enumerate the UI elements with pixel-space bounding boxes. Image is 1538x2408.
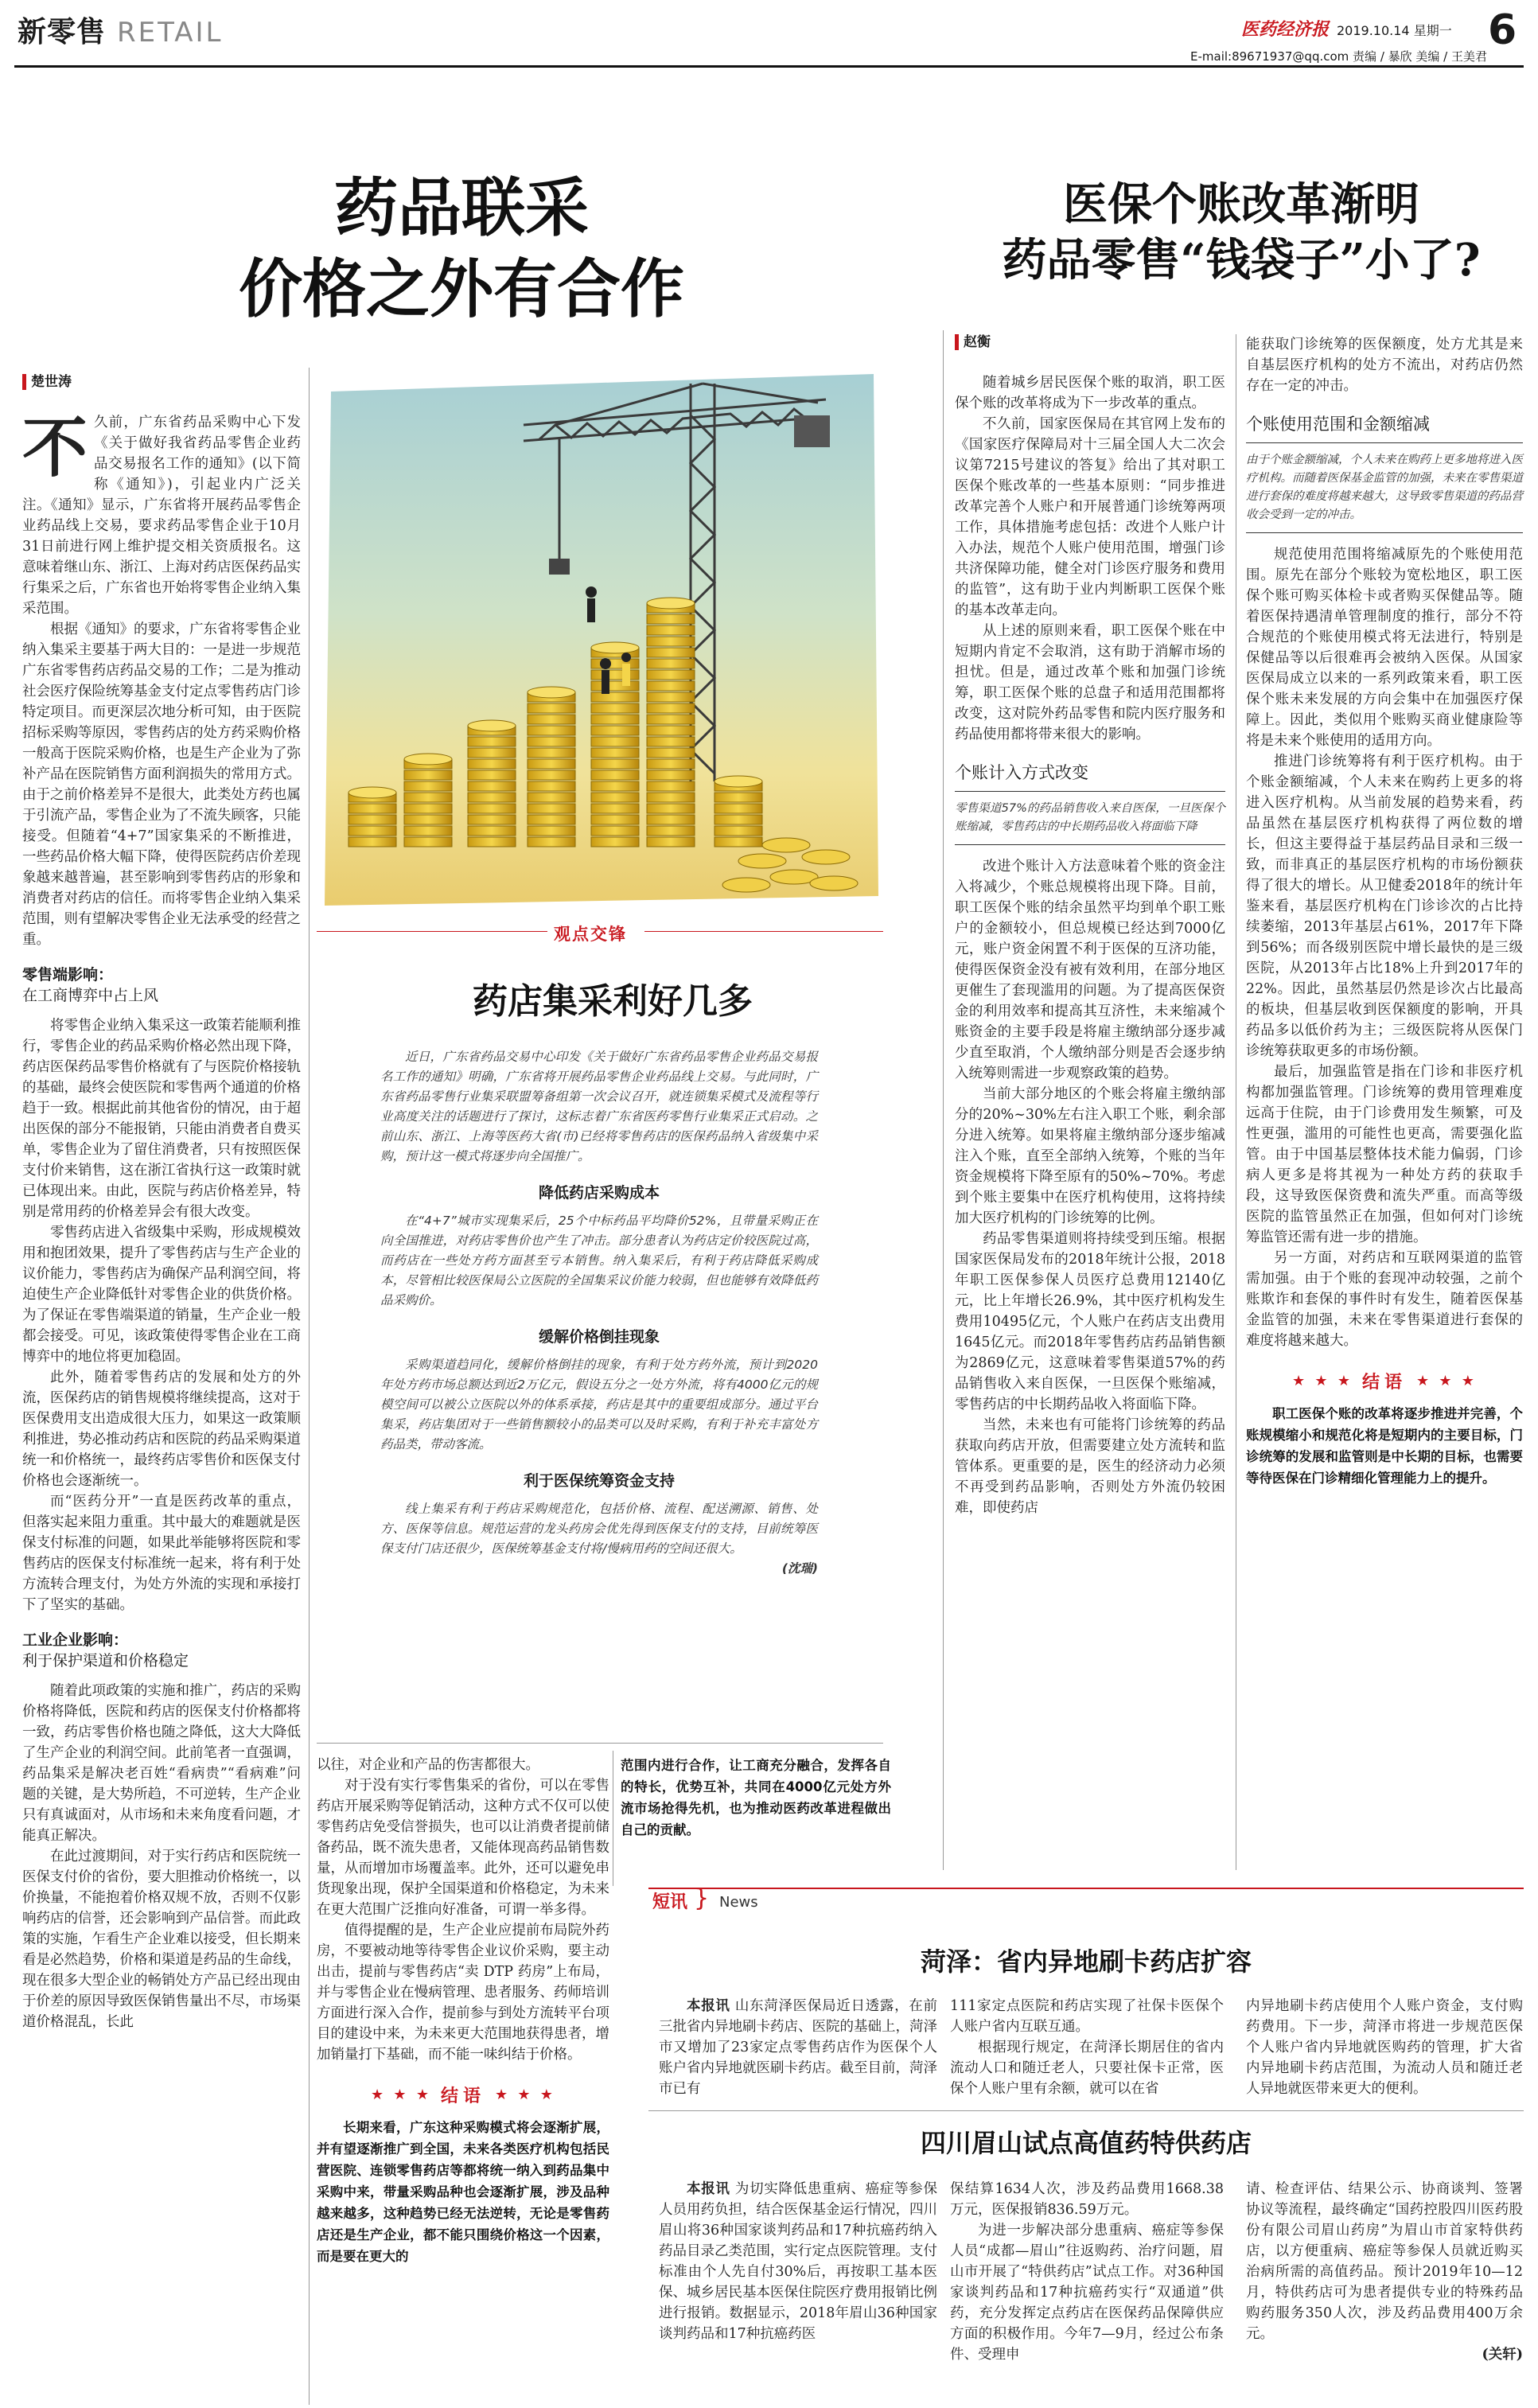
right-h1-rule <box>955 791 1225 792</box>
news1-col2a: 111家定点医院和药店实现了社保卡医保个人账户省内互联互通。 <box>950 1998 1224 2035</box>
viewpoint-h3: 利于医保统筹资金支持 <box>523 1472 675 1490</box>
coin <box>528 826 575 836</box>
left-summary-heading <box>317 2083 609 2107</box>
right-h2: 个账使用范围和金额缩减 <box>1246 415 1430 434</box>
left-author: 楚世涛 <box>22 374 72 390</box>
coin <box>528 726 575 735</box>
left-sec1-p4: 而“医药分开”一直是医药改革的重点，但落实起来阻力重重。其中最大的难题就是医保支付标准的问题，如果此举能够将医院和零售药店的医保支付标准统一起来，将有利于处方流转合理支付，为处方外流的实现和承接打下了坚实的基础。 <box>22 1494 301 1613</box>
right-p4: 改进个账计入方法意味着个账的资金注入将减少，个账总规模将出现下降。目前，职工医保个账的结余虽然平均到单个职工账户的金额较小，但总规模已经达到7000亿元，账户资金闲置不利于医保的互济功能，使得医保资金没有被有效利用，在部分地区更催生了套现滥用的问题。为了提高医保资金的利用效率和提高其互济性，未来缩减个账资金的主要手段是将雇主缴纳部分逐步减少直至取消，个人缴纳部分则是否会逐步纳入统筹则需进一步观察政策的趋势。 <box>955 859 1225 1081</box>
news1-title: 菏泽：省内异地刷卡药店扩容 <box>920 1946 1252 1977</box>
news2-col1-text: 为切实降低患重病、癌症等参保人员用药负担，结合医保基金运行情况，四川眉山将36种国家谈判药品和17种抗癌药纳入药品目录乙类范围，实行定点医院管理。支付标准由个人先自付30%后，再按职工基本医保、城乡居民基本医保住院医疗费用报销比例进行报销。数据显示，2018年眉山36种国家谈判药品和17种抗癌药医 <box>659 2181 937 2342</box>
coin <box>591 804 639 813</box>
coin <box>404 804 452 813</box>
loose-coin <box>762 838 810 852</box>
coin-top <box>647 598 695 609</box>
right-p3: 从上述的原则来看，职工医保个账在中短期内肯定不会取消，这有助于消解市场的担忧。但是，通过改革个账和加强门诊统筹，职工医保个账的总盘子和适用范围都将改变，这对院外药品零售和院内医疗服务和药品使用都将带来很大的影响。 <box>955 623 1225 742</box>
news2-col3-text: 请、检查评估、结果公示、协商谈判、签署协议等流程，最终确定“国药控股四川医药股份有限公司眉山药房”为眉山市首家特供药店，以方便重病、癌症等参保人员就近购买治病所需的高值药品。预计2019年10—12月，特供药店可为患者提供专业的特殊药品购药服务350人次，涉及药品费用400万余元。 <box>1246 2181 1523 2342</box>
coin <box>714 837 762 847</box>
viewpoint-title: 药店集采利好几多 <box>473 981 753 1022</box>
right-author: 赵衡 <box>955 334 991 350</box>
left-title-line1: 药品联采 <box>334 170 589 245</box>
viewpoint-p3: 线上集采有利于药店采购规范化，包括价格、流程、配送溯源、销售、处方、医保等信息。规范运营的龙头药房会优先得到医保支付的支持，目前统筹医保支付门店还很少，医保统筹基金支付将/慢病用药的空间还很大。 <box>380 1502 818 1556</box>
coin <box>528 737 575 746</box>
coin <box>647 703 695 713</box>
left-sec1-sub: 在工商博弈中占上风 <box>22 987 159 1004</box>
coin <box>647 737 695 746</box>
coin-top <box>468 720 516 731</box>
left-sec2-p2: 在此过渡期间，对于实行药店和医院统一医保支付价的省份，要大胆推动价格统一，以价换量，不能抱着价格双规不放，否则不仅影响药店的信誉，还会影响到产品信誉。而此政策的实施，乍看生产企业难以接受，但长期来看是必然趋势，价格和渠道是药品的生命线，现在很多大型企业的畅销处方产品已经出现由于价差的原因导致医保销售量出不尽，市场渠道价格混乱，长此 <box>22 1849 301 2030</box>
coin <box>591 659 639 668</box>
right-p1: 随着城乡居民医保个账的取消，职工医保个账的改革将成为下一步改革的重点。 <box>955 375 1225 411</box>
left-intro-text: 久前，广东省药品采购中心下发《关于做好我省药品零售企业药品交易报名工作的通知》(以下简称《通知》)，引起业内广泛关注。《通知》显示，广东省将开展药品零售企业药品线上交易，要求药品零售企业于10月31日前进行网上维护提交相关资质报名。这意味着继山东、浙江、上海对药店医保药品实行集采之后，广东省也开始将零售企业纳入集采范围。 <box>22 415 301 617</box>
coin <box>468 815 516 824</box>
viewpoint-p2: 采购渠道趋同化，缓解价格倒挂的现象，有利于处方药外流，预计到2020年处方药市场总额达到近2万亿元，假设五分之一处方外流，将有4000亿元的规模空间可以被公立医院以外的体系承接，药店是其中的重要组成部分。通过平台集采，药店集团对于一些销售额较小的品类可以及时采购，有利于补充丰富处方药品类，带动客流。 <box>380 1358 818 1451</box>
coin <box>591 759 639 769</box>
coin <box>468 748 516 758</box>
news1-col2 <box>950 1996 1224 2099</box>
left-summary-label: 结语 <box>440 2087 485 2106</box>
coin <box>647 815 695 824</box>
news2-col1 <box>659 2179 937 2344</box>
coin <box>528 793 575 802</box>
right-note1: 零售渠道57%的药品销售收入来自医保，一旦医保个账缩减，零售药店的中长期药品收入将面临下降 <box>955 802 1225 833</box>
left-sec1-p3: 此外，随着零售药店的发展和处方的外流，医保药店的销售规模将继续提高，这对于医保费用支出造成很大压力，如果这一政策顺利推进，势必推动药店和医院的药品采购渠道统一和价格统一，最终药店零售价和医保支付价格也会逐渐统一。 <box>22 1370 301 1489</box>
editor-credits: E-mail:89671937@qq.com 责编 / 暴欣 美编 / 王美君 <box>1190 49 1487 64</box>
coin <box>591 815 639 824</box>
coin <box>528 703 575 713</box>
news-banner-cn: 短讯 <box>652 1892 688 1912</box>
news1-col3: 内异地刷卡药店使用个人账户资金，支付购药费用。下一步，菏泽市将进一步规范医保个人账户省内异地就医购药的管理，扩大省内异地刷卡药店范围，为流动人员和随迁老人异地就医带来更大的便利。 <box>1246 1998 1523 2097</box>
stars-left: ★ ★ ★ <box>371 2087 431 2103</box>
viewpoint-h1: 降低药店采购成本 <box>538 1184 660 1202</box>
coin-crane-illustration <box>317 368 883 912</box>
left-article-col1 <box>22 412 301 2032</box>
coin <box>404 781 452 791</box>
coin <box>591 726 639 735</box>
coin <box>528 770 575 780</box>
coin <box>404 837 452 847</box>
right-article-col2 <box>1246 334 1523 1489</box>
coin-top <box>714 776 762 787</box>
coin <box>468 826 516 836</box>
viewpoint-h2: 缓解价格倒挂现象 <box>538 1328 660 1346</box>
coin <box>348 826 396 836</box>
viewpoint-p1: 在“4+7”城市实现集采后，25个中标药品平均降价52%，且带量采购正在向全国推进，对药店零售价也产生了冲击。部分患者认为药店定价较医院过高，而药店在一些处方药方面甚至亏本销售。纳入集采后，有利于药店降低采购成本，尽管相比较医保局公立医院的全国集采议价能力较弱，但也能够有效降低药品采购价。 <box>380 1214 818 1307</box>
coin <box>348 815 396 824</box>
column-divider-left <box>309 368 310 2405</box>
coin <box>647 781 695 791</box>
left-article-col2 <box>317 1755 609 2267</box>
coin-top <box>528 687 575 698</box>
coin <box>647 659 695 668</box>
right-h1: 个账计入方式改变 <box>955 763 1088 782</box>
loose-coin <box>738 854 786 868</box>
coin <box>468 759 516 769</box>
right-p5: 当前大部分地区的个账会将雇主缴纳部分的20%~30%左右注入职工个账，剩余部分进入统筹。如果将雇主缴纳部分逐步缩减注入个账，直至全部纳入统筹，个账的当年资金规模将下降至原有的50%~70%。考虑到个账主要集中在医疗机构使用，这将持续加大医疗机构的门诊统筹的比例。 <box>955 1086 1225 1226</box>
newspaper-logo: 医药经济报 <box>1241 19 1330 40</box>
coin <box>591 737 639 746</box>
coin <box>468 737 516 746</box>
coin <box>647 625 695 635</box>
viewpoint-byline: (沈瑞) <box>781 1561 818 1576</box>
section-title-en: RETAIL <box>117 17 224 49</box>
coin <box>591 837 639 847</box>
right-h2-rule <box>1246 442 1523 443</box>
mid-p2: 对于没有实行零售集采的省份，可以在零售药店开展采购等促销活动，这种方式不仅可以使零售药店免受信誉损失，也可以让消费者提前储备药品，既不流失患者，又能体现高药品销售数量，从而增加市场覆盖率。此外，还可以避免串货现象出现，保护全国渠道和价格稳定，为未来在更大范围广泛推向好准备，可谓一举多得。 <box>317 1778 609 1918</box>
header-rule <box>14 65 1524 68</box>
right-summary-heading <box>1246 1369 1523 1393</box>
mid-p3: 值得提醒的是，生产企业应提前布局院外药房，不要被动地等待零售企业议价采购，要主动出击，提前与零售药店“卖 DTP 药房”上布局，并与零售企业在慢病管理、患者服务、药师培训方面进行深入合作，提前参与到处方流转平台项目的建设中来，为未来更大范围地获得患者，增加销量打下基础，而不能一味纠结于价格。 <box>317 1923 609 2063</box>
right-note2: 由于个账金额缩减，个人未来在购药上更多地将进入医疗机构。而随着医保基金监管的加强，未来在零售渠道进行套保的难度将越来越大，这导致零售渠道的药品营收会受到一定的冲击。 <box>1246 454 1523 521</box>
coin <box>528 715 575 724</box>
coin <box>647 715 695 724</box>
coin <box>528 748 575 758</box>
coin <box>647 681 695 691</box>
illustration-svg <box>317 368 883 912</box>
coin <box>714 815 762 824</box>
coin <box>404 793 452 802</box>
coin <box>591 715 639 724</box>
loose-coin <box>802 850 850 864</box>
news1-tag: 本报讯 <box>687 1998 730 2014</box>
news2-tag: 本报讯 <box>687 2181 730 2197</box>
coin <box>591 692 639 702</box>
loose-coin <box>722 878 770 892</box>
news-divider <box>648 2110 1524 2111</box>
column-divider <box>943 330 944 1870</box>
news2-col2b: 为进一步解决部分患重病、癌症等参保人员“成都—眉山”往返购药、治疗问题，眉山市开展了“特供药店”试点工作。对36种国家谈判药品和17种抗癌药实行“双通道”供药，充分发挥定点药店在医保药品保障供应方面的积极作用。今年7—9月，经过公布条件、受理申 <box>950 2223 1224 2363</box>
right-p2: 不久前，国家医保局在其官网上发布的《国家医疗保障局对十三届全国人大二次会议第7215号建议的答复》给出了其对职工医保个账改革的一些基本原则：“同步推进改革完善个人账户和开展普通门诊统筹两项工作，具体措施考虑包括：改进个人账户计入办法，规范个人账户使用范围，增强门诊共济保障功能，健全对门诊医疗服务和费用的监管”，这有助于业内判断职工医保个账的基本改革走向。 <box>955 416 1225 618</box>
viewpoint-rule-right <box>644 931 883 932</box>
left-sec1-heading <box>22 964 301 1006</box>
coin <box>647 770 695 780</box>
coin <box>591 670 639 680</box>
coin <box>468 837 516 847</box>
news1-col1-text: 山东菏泽医保局近日透露，在前三批省内异地刷卡药店、医院的基础上，菏泽市又增加了23家定点零售药店作为医保个人账户省内异地就医刷卡药店。截至目前，菏泽市已有 <box>659 1998 937 2097</box>
coin <box>714 826 762 836</box>
viewpoint-tag: 观点交锋 <box>554 925 627 944</box>
coin-top <box>404 754 452 765</box>
left-sec2-head: 工业企业影响： <box>22 1631 129 1649</box>
coin <box>647 692 695 702</box>
coin <box>528 781 575 791</box>
coin <box>647 793 695 802</box>
left-sec2-sub: 利于保护渠道和价格稳定 <box>22 1652 189 1670</box>
left-article-title <box>183 167 740 329</box>
crane-counterweight <box>794 415 830 447</box>
news1-col2b: 根据现行规定，在菏泽长期居住的省内流动人口和随迁老人，只要社保卡正常，医保个人账户里有余额，就可以在省 <box>950 2040 1224 2097</box>
right-article-title <box>955 177 1528 288</box>
right-title-line1: 医保个账改革渐明 <box>1063 178 1419 231</box>
coin <box>591 681 639 691</box>
news2-title: 四川眉山试点高值药特供药店 <box>920 2128 1252 2158</box>
right-p10: 推进门诊统筹将有利于医疗机构。由于个账金额缩减，个人未来在购药上更多的将进入医疗机构。从当前发展的趋势来看，药品虽然在基层医疗机构获得了两位数的增长，但这主要得益于基层药品目录和三级一致，而非真正的基层医疗机构的市场份额获得了很大的增长。从卫健委2018年的统计年鉴来看，基层医疗机构在门诊诊次的占比持续萎缩，2013年基层占61%，2017年下降到56%；而各级别医院中增长最快的是三级医院，从2013年占比18%上升到2017年的22%。因此，虽然基层仍然是诊次占比最高的板块，但基层收到医保额度的影响，开具药品多以低价药为主；三级医院将从医保门诊统筹获取更多的市场份额。 <box>1246 754 1523 1059</box>
right-article-col1 <box>955 372 1225 1518</box>
page-number: 6 <box>1488 6 1517 54</box>
right-note1-rule <box>955 844 1225 845</box>
coin <box>404 815 452 824</box>
left-para2: 根据《通知》的要求，广东省将零售企业纳入集采主要基于两大目的：一是进一步规范广东省零售药店药品交易的工作；二是为推动社会医疗保险统筹基金支付定点零售药店门诊特定项目。而更深层次地分析可知，由于医院招标采购等原因，零售药店的处方药采购价格一般高于医院采购价格，也是生产企业为了弥补产品在医院销售方面利润损失的常用方式。由于之前价格差异不是很大，此类处方药也属于引流产品，零售企业为了不流失顾客，只能接受。但随着“4+7”国家集采的不断推进，一些药品价格大幅下降，使得医院药店价差现象越来越普遍，甚至影响到零售药店的形象和消费者对药店的信任。而将零售企业纳入集采范围，则有望解决零售企业无法承受的经营之重。 <box>22 621 301 948</box>
news-banner-en: News <box>719 1894 758 1911</box>
coin-top <box>348 787 396 798</box>
viewpoint-body <box>380 1047 818 1579</box>
stars-right: ★ ★ ★ <box>1416 1373 1477 1389</box>
right-note2-rule <box>1246 532 1523 533</box>
right-title-line2: 药品零售“钱袋子”小了? <box>1002 234 1481 286</box>
coin <box>348 837 396 847</box>
coin <box>468 781 516 791</box>
coin <box>591 793 639 802</box>
coin <box>528 815 575 824</box>
stars-right: ★ ★ ★ <box>495 2087 555 2103</box>
coin <box>647 726 695 735</box>
right-p8: 能获取门诊统筹的医保额度，处方尤其是来自基层医疗机构的处方不流出，对药店仍然存在一定的冲击。 <box>1246 337 1523 394</box>
viewpoint-rule-left <box>317 931 547 932</box>
left-sec2-heading <box>22 1630 301 1671</box>
coin <box>591 748 639 758</box>
right-p9: 规范使用范围将缩减原先的个账使用范围。原先在部分个账较为宽松地区，职工医保个账可购买体检卡或者购买保健品等。随着医保持遇清单管理制度的推行，部分不符合规范的个账使用模式将无法进行，特别是保健品等以后很难再会被纳入医保。从国家医保局成立以来的一系列政策来看，职工医保个账未来发展的方向会集中在加强医疗保障上。因此，类似用个账购买商业健康险等将是未来个账使用的适用方向。 <box>1246 547 1523 749</box>
coin <box>591 826 639 836</box>
section-title-cn: 新零售 <box>18 16 107 49</box>
right-p11: 最后，加强监管是指在门诊和非医疗机构都加强监管理。门诊统筹的费用管理难度远高于住院，由于门诊费用发生频繁，可及性更强，滥用的可能性也更高，需要强化监管。由于中国基层整体技术能力偏弱，门诊病人更多是将其视为一种处方药的获取手段，这导致医保资费和流失严重。而高等级医院的监管虽然正在加强，但如何对门诊统筹监管还需有进一步的措施。 <box>1246 1064 1523 1245</box>
left-sec1-head: 零售端影响： <box>22 966 114 984</box>
news1-col1 <box>659 1996 937 2099</box>
coin <box>404 770 452 780</box>
coin <box>591 703 639 713</box>
coin <box>468 793 516 802</box>
coin <box>468 770 516 780</box>
right-p6: 药品零售渠道则将持续受到压缩。根据国家医保局发布的2018年统计公报，2018年职工医保参保人员医疗总费用12140亿元，比上年增长26.9%，其中医疗机构发生费用10495亿元，个人账户在药店支出费用1645亿元。而2018年零售药店药品销售额为2869亿元，这意味着零售渠道57%的药品销售收入来自医保，一旦医保个账缩减，零售药店的中长期药品收入将面临下降。 <box>955 1231 1225 1412</box>
coin <box>591 770 639 780</box>
left-summary: 长期来看，广东这种采购模式将会逐渐扩展，并有望逐渐推广到全国，未来各类医疗机构包括民营医院、连锁零售药店等都将统一纳入到药品集中采购中来，带量采购品种也会逐渐扩展，涉及品种越来越多，这种趋势已经无法逆转，无论是零售药店还是生产企业，都不能只围绕价格这一个因素，而是要在更大的 <box>317 2120 609 2264</box>
coin <box>647 648 695 657</box>
coin <box>528 759 575 769</box>
news2-col2 <box>950 2179 1224 2365</box>
coin <box>647 837 695 847</box>
news2-col3 <box>1246 2179 1523 2365</box>
news-bracket-icon: } <box>694 1884 710 1912</box>
viewpoint-bottom-rule <box>317 1743 883 1744</box>
coin <box>468 804 516 813</box>
stars-left: ★ ★ ★ <box>1292 1373 1353 1389</box>
news-top-rule <box>648 1888 1524 1889</box>
section-masthead <box>18 10 223 50</box>
coin <box>647 759 695 769</box>
coin <box>528 804 575 813</box>
left-sec1-p1: 将零售企业纳入集采这一政策若能顺利推行，零售企业的药品采购价格必然出现下降，药店医保药品零售价格就有了与医院价格接轨的基础，最终会使医院和零售两个通道的价格趋于一致。根据此前其他省份的情况，由于超出医保的部分不能报销，只能由消费者自费买单，零售企业为了留住消费者，只有按照医保支付价来销售，这在浙江省执行这一政策时就已体现出来。由此，医院与药店价格差异，特别是常用药的价格差异会有很大改变。 <box>22 1018 301 1220</box>
crane-hook <box>549 559 570 575</box>
loose-coin <box>810 876 858 890</box>
coin <box>647 748 695 758</box>
coin <box>647 670 695 680</box>
left-sec1-p2: 零售药店进入省级集中采购，形成规模效用和抱团效果，提升了零售药店与生产企业的议价能力，零售药店为确保产品利润空间，将迫使生产企业降低针对零售企业的供货价格。为了保证在零售端渠道的销量，生产企业一般都会接受。可见，该政策使得零售企业在工商博弈中的地位将更加稳固。 <box>22 1225 301 1365</box>
coin <box>647 804 695 813</box>
viewpoint-intro: 近日，广东省药品交易中心印发《关于做好广东省药品零售企业药品交易报名工作的通知》明确，广东省将开展药品零售企业药品线上交易。与此同时，广东省药品零售行业集采联盟筹备组第一次会议召开，就连锁集采模式及流程等行业高度关注的话题进行了探讨，这标志着广东省医药零售行业集采正式启动。之前山东、浙江、上海等医药大省(市)已经将零售药店的医保药品纳入省级集中采购，预计这一模式将逐步向全国推广。 <box>380 1050 818 1163</box>
coin-top <box>591 642 639 653</box>
right-p12: 另一方面，对药店和互联网渠道的监管需加强。由于个账的套现冲动较强，之前个账欺诈和套保的事件时有发生，随着医保基金监管的加强，未来在零售渠道进行套保的难度将越来越大。 <box>1246 1250 1523 1349</box>
news2-col2a: 保结算1634人次，涉及药品费用1668.38万元，医保报销836.59万元。 <box>950 2181 1224 2218</box>
right-summary: 职工医保个账的改革将逐步推进并完善，个账规模缩小和规范化将是短期内的主要目标，门诊统筹的发展和监管则是中长期的目标，也需要等待医保在门诊精细化管理能力上的提升。 <box>1246 1406 1523 1486</box>
coin <box>714 793 762 802</box>
coin <box>647 637 695 646</box>
right-summary-label: 结语 <box>1361 1373 1407 1393</box>
coin <box>647 826 695 836</box>
coin <box>404 826 452 836</box>
coin <box>591 781 639 791</box>
left-article-col3 <box>621 1755 891 1841</box>
news2-byline: (关轩) <box>1482 2347 1523 2363</box>
left-title-line2: 价格之外有合作 <box>239 251 684 326</box>
coin <box>714 804 762 813</box>
left-sec2-p1: 随着此项政策的实施和推广，药店的采购价格将降低，医院和药店的医保支付价格都将一致，药店零售价格也随之降低，这大大降低了生产企业的利润空间。此前笔者一直强调，药品集采是解决老百姓“看病贵”“看病难”问题的关键，是大势所趋，不可逆转，生产企业只有真诚面对，从市场和未来角度看问题，才能真正解决。 <box>22 1683 301 1844</box>
coin <box>647 614 695 624</box>
coin <box>528 837 575 847</box>
right-p7: 当然，未来也有可能将门诊统筹的药品获取向药店开放，但需要建立处方流转和监管体系。更重要的是，医生的经济动力必须不再受到药品影响，否则处方外流仍较困难，即使药店 <box>955 1417 1225 1516</box>
mid-p1: 以往，对企业和产品的伤害都很大。 <box>317 1757 539 1773</box>
coin <box>348 804 396 813</box>
issue-date: 2019.10.14 星期一 <box>1337 23 1452 38</box>
left-intro <box>22 412 301 619</box>
dropcap: 不 <box>22 410 88 486</box>
left-summary-cont: 范围内进行合作，让工商充分融合，发挥各自的特长，优势互补，共同在4000亿元处方外流市场抢得先机，也为推动医药改革进程做出自己的贡献。 <box>621 1758 891 1837</box>
